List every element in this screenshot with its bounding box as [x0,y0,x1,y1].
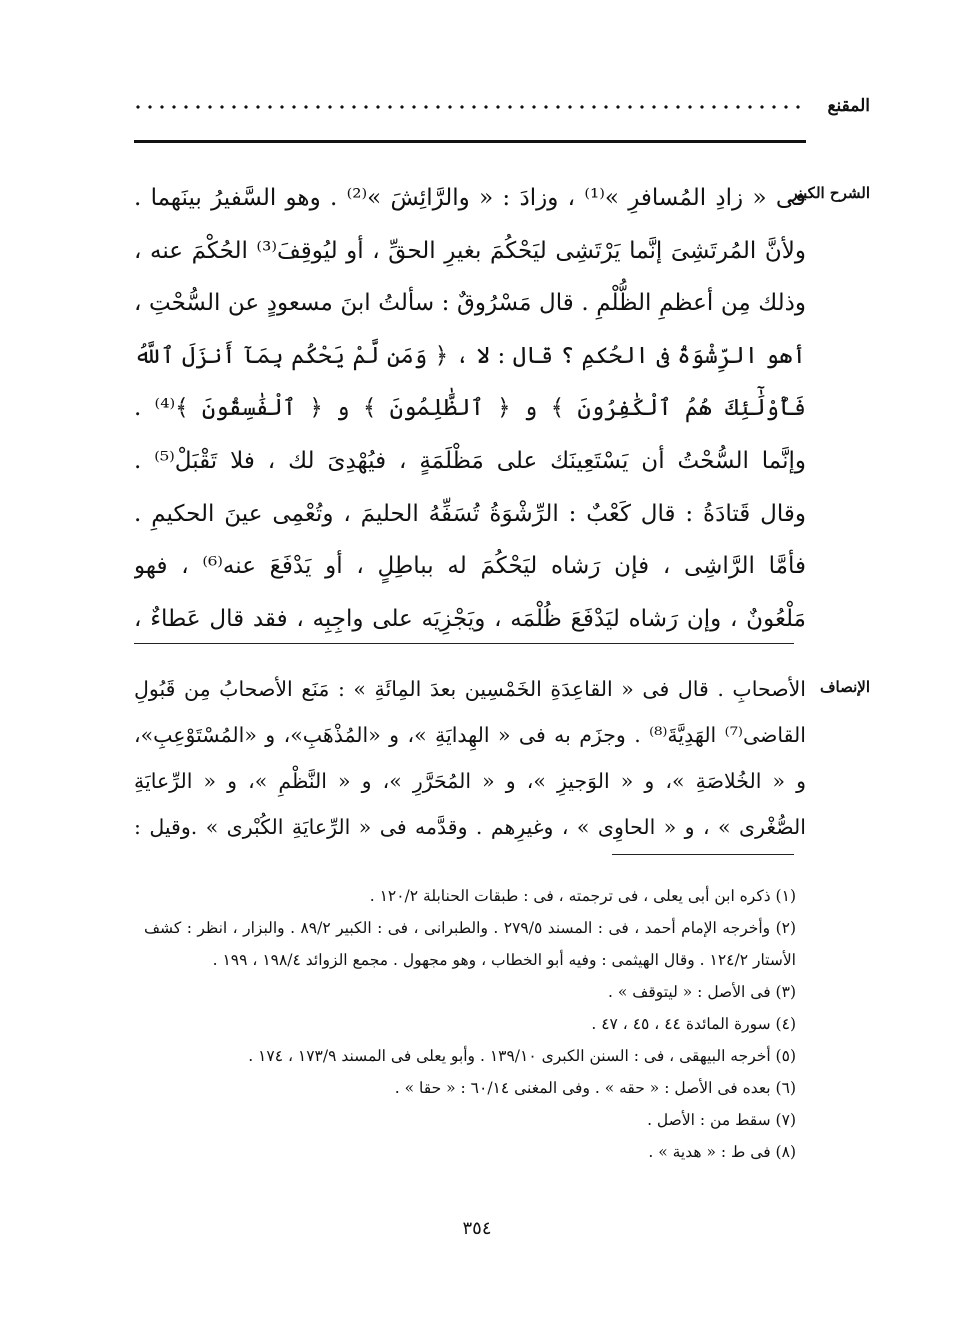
sharh-section-label: الشرح الكبير [790,184,870,202]
sharh-line: فَأُوْلَٰٓئِكَ هُمُ ٱلْكَٰفِرُونَ ﴾ و ﴿ ٱلظَّٰلِمُونَ ﴾ و ﴿ ٱلْفَٰسِقُونَ ﴾⁽⁴⁾ . [134,395,806,422]
insaf-section-label: الإنصاف [819,678,870,696]
insaf-text-block [134,666,806,850]
sharh-line: وذلك مِن أعظمِ الظُّلْمِ . قال مَسْرُوقٌ : سألتُ ابنَ مسعودٍ عن السُّحْتِ ، [134,290,806,317]
sharh-line: مَلْعُونٌ ، وإن رَشاه ليَدْفَعَ ظُلْمَه ، ويَجْزِيَه على واجِبِه ، فقد قال عَطاءٌ ، [134,605,806,632]
footnote: (٧) سقط من : الأصل . [647,1111,796,1129]
footnote: (٦) بعده فى الأصل : « حقه » . وفى المغنى ٦٠/١٤ : « حقا » . [394,1079,796,1097]
insaf-line: الأصحابِ . قال فى « القاعِدَةِ الخَمْسِين بعدَ المِائَةِ » : مَنَع الأصحابُ مِن قَبُولِ [134,677,806,701]
page-number: ٣٥٤ [462,1218,492,1239]
footnote: (٥) أخرجه البيهقى ، فى : السنن الكبرى ١٣٩/١٠ . وأبو يعلى فى المسند ١٧٣/٩ ، ١٧٤ . [248,1047,796,1065]
sharh-line: وإنَّما السُّحْتُ أن يَسْتَعِينَك على مَظْلَمَةٍ ، فيُهْدِىَ لك ، فلا تَقْبَلْ⁽⁵⁾ . [134,447,806,474]
sharh-line: فى « زادِ المُسافرِ »⁽¹⁾ ، وزادَ : « والرَّائِشَ »⁽²⁾ . وهو السَّفيرُ بينَهما . [134,185,806,211]
footnote: (٤) سورة المائدة ٤٤ ، ٤٥ ، ٤٧ . [591,1015,796,1033]
header-rule [134,140,806,143]
insaf-line: و « الخُلاصَةِ »، و « الوَجيزِ »، و « المُحَرَّرِ »، و « النَّظْمِ »، و « الرِّعايَةِ [134,769,806,793]
footnote-continuation: الأستار ١٢٤/٢ . وقال الهيثمى : وفيه أبو الخطاب ، وهو مجهول . مجمع الزوائد ١٩٨/٤ ، ١٩٩ . [212,951,796,969]
sharh-line: أهو الرِّشْوَةُ فى الحُكمِ ؟ قال : لا ، ﴿ وَمَن لَّمْ يَحْكُم بِمَآ أَنزَلَ ٱللَّهُ [134,342,806,369]
section-divider [134,643,794,644]
insaf-line: القاضى⁽⁷⁾ الهَدِيَّةَ⁽⁸⁾ . وجزَم به فى « الهِدايَةِ »، و «المُذْهَبِ»، و «المُسْتَوْعِبِ»، [134,723,806,747]
header-dotted-rule [132,104,806,110]
footnotes [144,880,796,1168]
footnote: (٢) وأخرجه الإمام أحمد ، فى : المسند ٢٧٩/٥ . والطبرانى ، فى : الكبير ٨٩/٢ . والبزار ، انظر : كشف [144,919,796,937]
insaf-line: الصُّغْرى » ، و « الحاوِى » ، وغيرِهم . وقدَّمه فى « الرِّعايَةِ الكُبْرى » .وقيل : [134,815,806,839]
sharh-line: فأمَّا الرَّاشِى ، فإن رَشاه ليَحْكُمَ له بباطِلٍ ، أو يَدْفَعَ عنه⁽⁶⁾ ، فهو [134,553,806,580]
footnotes-divider [612,854,794,855]
sharh-line: ولأنَّ المُرتَشِىَ إنَّما يَرْتَشِى ليَحْكُمَ بغيرِ الحقِّ ، أو ليُوقِفَ⁽³⁾ الحُكْمَ عنه ، [134,237,806,264]
sharh-text-block [134,172,806,645]
footnote: (٣) فى الأصل : « ليتوقف » . [608,983,796,1001]
footnote: (٨) فى ط : « هدية » . [648,1143,796,1161]
running-header-title: المقنع [827,96,870,116]
footnote: (١) ذكره ابن أبى يعلى ، فى ترجمته ، فى : طبقات الحنابلة ١٢٠/٢ . [369,887,796,905]
sharh-line: وقال قَتادَةُ : قال كَعْبٌ : الرِّشْوَةُ تُسَفِّهُ الحليمَ ، وتُعْمِى عينَ الحكيمِ . [134,500,806,527]
